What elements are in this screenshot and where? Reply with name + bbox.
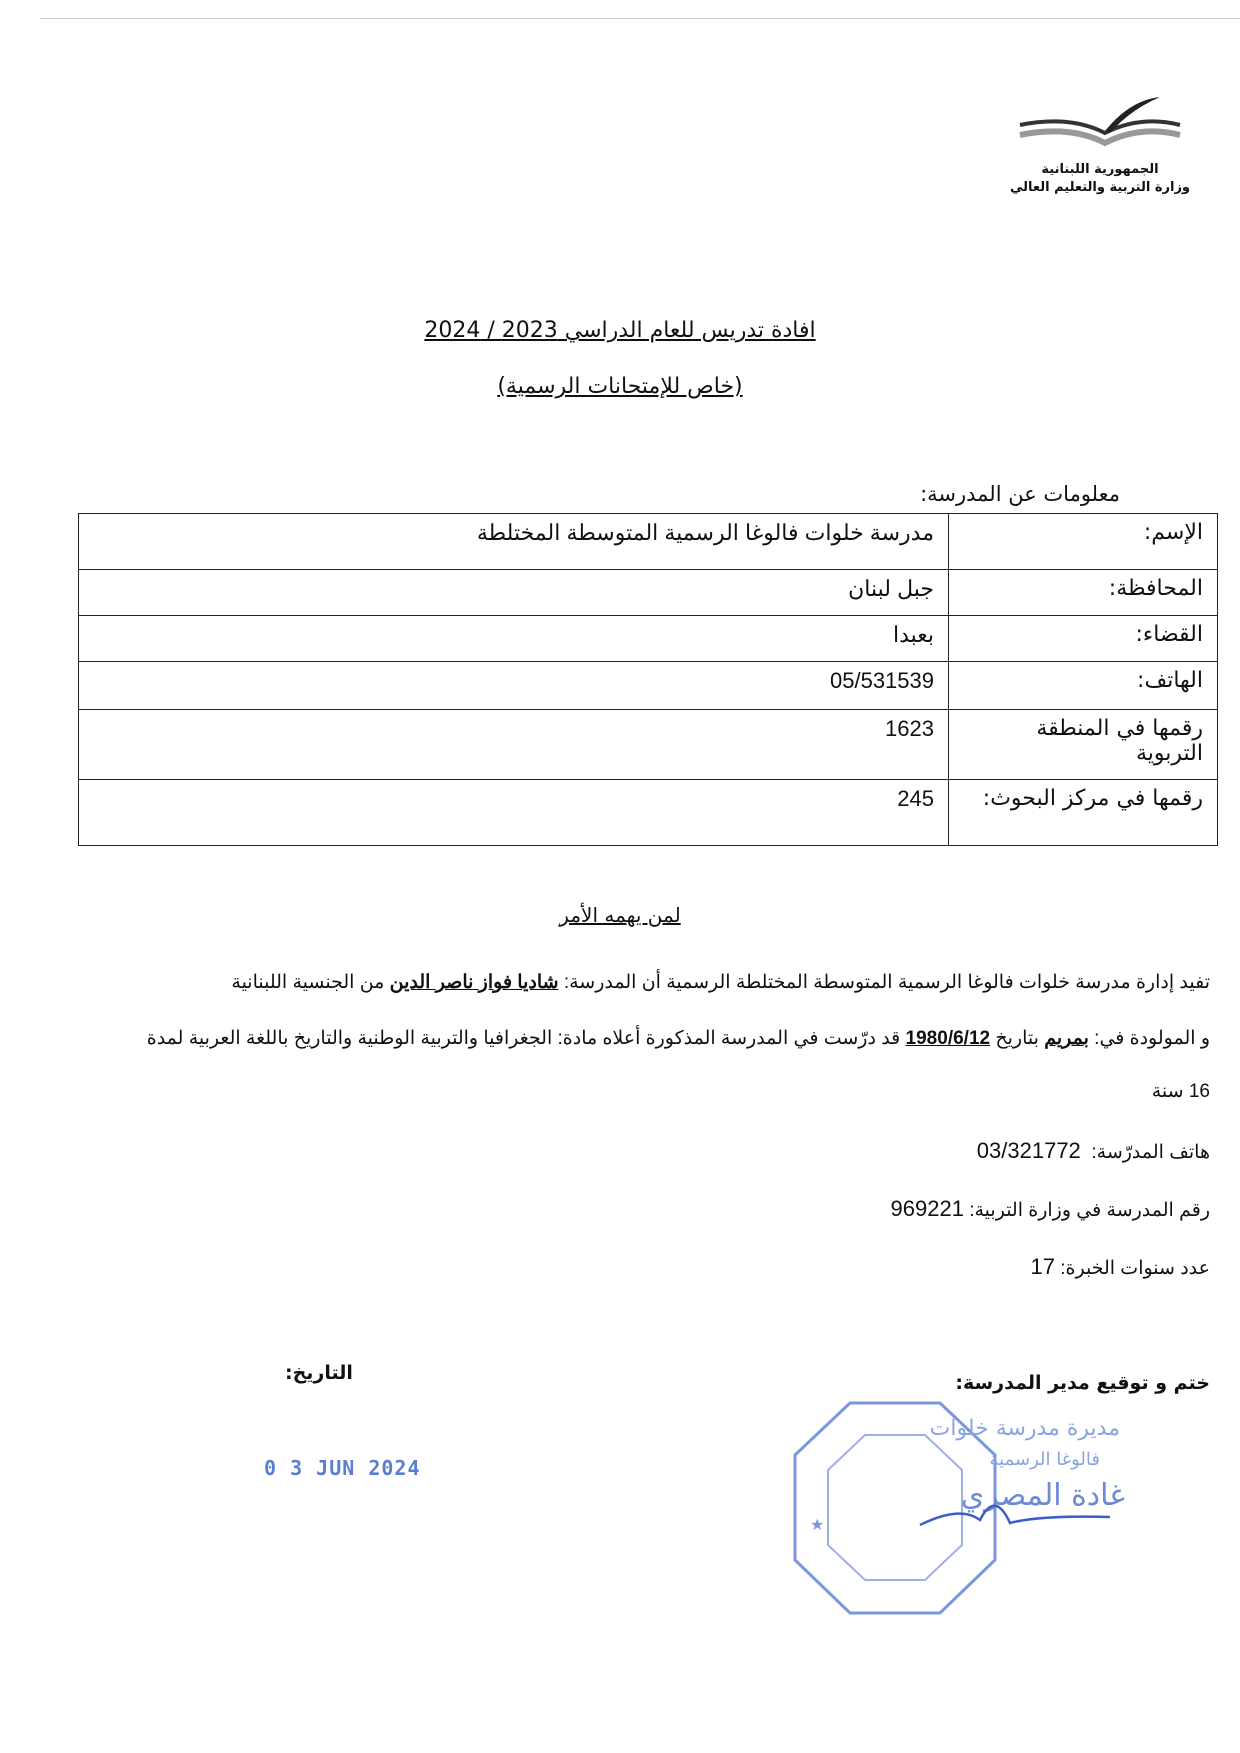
birthplace: بمريم — [1044, 1028, 1089, 1049]
svg-text:فالوغا الرسمية: فالوغا الرسمية — [989, 1449, 1100, 1470]
label: هاتف المدرّسة: — [1091, 1142, 1210, 1163]
birthdate: 1980/6/12 — [905, 1028, 991, 1049]
table-row — [79, 710, 1218, 780]
ministry-logo — [1000, 95, 1200, 197]
date-label: التاريخ: — [285, 1362, 353, 1384]
document-title: افادة تدريس للعام الدراسي 2023 / 2024 — [424, 318, 816, 343]
text: بتاريخ — [990, 1028, 1045, 1049]
text: من الجنسية اللبنانية — [231, 972, 390, 993]
text: و المولودة في: — [1088, 1028, 1210, 1049]
addressee: لمن يهمه الأمر — [559, 903, 681, 927]
value-research-number: 245 — [79, 780, 949, 846]
svg-text:غادة المصري: غادة المصري — [960, 1478, 1125, 1513]
label-region-number: رقمها في المنطقة التربوية — [949, 710, 1218, 780]
value-name: مدرسة خلوات فالوغا الرسمية المتوسطة المختلطة — [79, 514, 949, 570]
text: تفيد إدارة مدرسة خلوات فالوغا الرسمية المتوسطة المختلطة الرسمية أن المدرسة: — [558, 972, 1210, 993]
table-row — [79, 514, 1218, 570]
duration: 16 سنة — [1151, 1081, 1210, 1102]
table-row — [79, 662, 1218, 710]
table-row — [79, 570, 1218, 616]
label: عدد سنوات الخبرة: — [1060, 1258, 1210, 1279]
experience-line — [1030, 1252, 1210, 1284]
value-governorate: جبل لبنان — [79, 570, 949, 616]
country-name: الجمهورية اللبنانية — [1041, 162, 1159, 177]
signature-label: ختم و توقيع مدير المدرسة: — [955, 1372, 1210, 1394]
label-phone: الهاتف: — [949, 662, 1218, 710]
scan-edge-line — [40, 18, 1240, 19]
text: قد درّست في المدرسة المذكورة أعلاه مادة: الجغرافيا والتربية الوطنية والتاريخ باللغة العربية لمدة — [146, 1028, 906, 1049]
experience-years: 17 — [1030, 1254, 1055, 1279]
label: رقم المدرسة في وزارة التربية: — [969, 1200, 1210, 1221]
school-info-heading: معلومات عن المدرسة: — [920, 482, 1120, 506]
ministry-name: وزارة التربية والتعليم العالي — [1009, 180, 1191, 195]
value-region-number: 1623 — [79, 710, 949, 780]
teacher-phone-line — [977, 1136, 1210, 1168]
value-district: بعبدا — [79, 616, 949, 662]
paragraph-2 — [80, 1024, 1210, 1054]
star-icon: ★ — [810, 1515, 825, 1534]
date-stamp: 0 3 JUN 2024 — [264, 1456, 421, 1480]
label-district: القضاء: — [949, 616, 1218, 662]
value-phone: 05/531539 — [79, 662, 949, 710]
open-book-icon — [1010, 95, 1190, 155]
label-research-number: رقمها في مركز البحوث: — [949, 780, 1218, 846]
school-info-table — [78, 513, 1218, 846]
svg-text:مديرة مدرسة خلوات: مديرة مدرسة خلوات — [929, 1416, 1120, 1441]
label-name: الإسم: — [949, 514, 1218, 570]
paragraph-1 — [30, 968, 1210, 998]
table-row — [79, 780, 1218, 846]
teacher-phone: 03/321772 — [976, 1138, 1081, 1163]
label-governorate: المحافظة: — [949, 570, 1218, 616]
table-row — [79, 616, 1218, 662]
document-subtitle: (خاص للإمتحانات الرسمية) — [497, 374, 743, 399]
teacher-name: شاديا فواز ناصر الدين — [389, 972, 559, 993]
ministry-number-line — [891, 1194, 1210, 1226]
school-stamp — [780, 1395, 1140, 1635]
ministry-number: 969221 — [890, 1196, 964, 1221]
